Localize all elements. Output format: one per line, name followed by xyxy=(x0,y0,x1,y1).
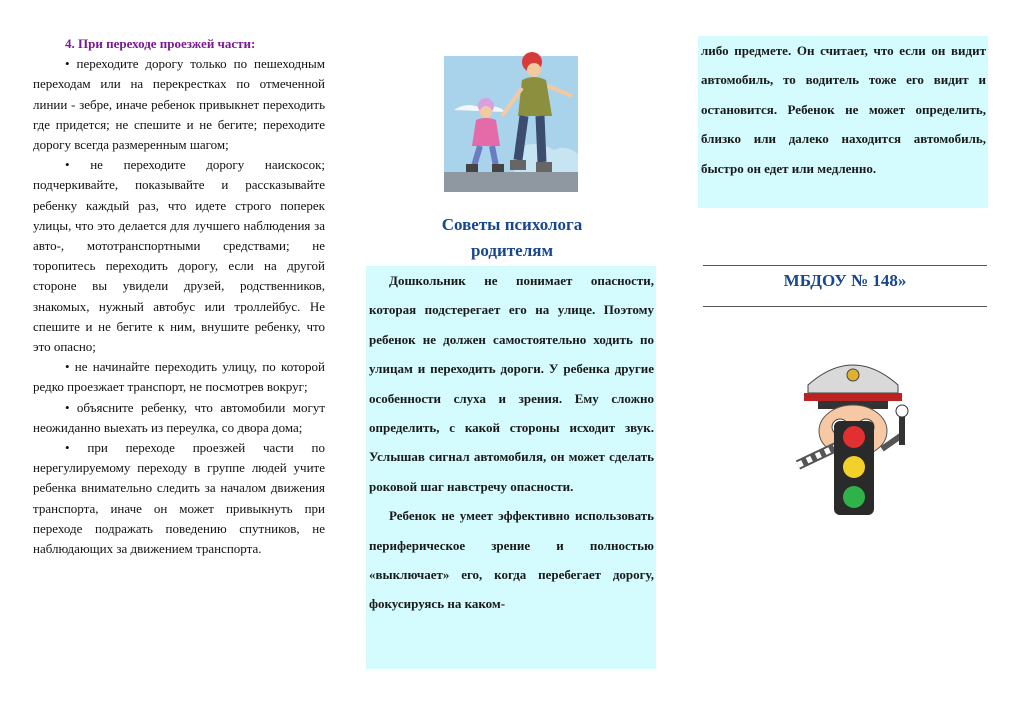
left-column xyxy=(33,34,325,559)
advice-title xyxy=(378,212,646,264)
advice-text xyxy=(369,266,654,619)
bullet-paragraph: • объясните ребенку, что автомобили могут неожиданно выехать из переулка, со двора дома; xyxy=(33,399,325,435)
divider-bottom xyxy=(703,306,987,307)
advice-paragraph: Дошкольник не понимает опасности, которая подстерегает его на улице. Поэтому ребенок не должен самостоятельно ходить по улицам и переходить дороги. У ребенка другие особенности слуха и зрения. Ему сложно определить, с какой стороны исходит звук. Услышав сигнал автомобиля, он может сделать роковой шаг навстречу опасности. xyxy=(369,273,654,494)
advice-title-line: родителям xyxy=(470,241,554,260)
organization-name: МБДОУ № 148» xyxy=(783,271,907,290)
continuation-paragraph: либо предмете. Он считает, что если он видит автомобиль, то водитель тоже его видит и остановится. Ребенок не может определить, близко или далеко находится автомобиль, быстро он едет или медленно. xyxy=(701,43,986,176)
advice-title-line: Советы психолога xyxy=(441,215,583,234)
bullet-paragraph: • переходите дорогу только по пешеходным переходам или на перекрестках по отмеченной линии - зебре, иначе ребенок привыкнет переходить где придется; не спешите и не бегите; переходите дорогу всегда размеренным шагом; xyxy=(33,56,325,153)
section-heading: 4. При переходе проезжей части: xyxy=(65,36,256,51)
traffic-light-officer-illustration xyxy=(778,345,928,515)
advice-paragraph: Ребенок не умеет эффективно использовать периферическое зрение и полностью «выключает» его, когда перебегает дорогу, фокусируясь на каком- xyxy=(369,508,654,612)
rollerblading-family-illustration xyxy=(444,40,590,198)
bullet-paragraph: • при переходе проезжей части по нерегулируемому переходу в группе людей учите ребенка внимательно следить за началом движения транспорта, иначе он может привыкнуть при переходе подражать поведению спутников, не наблюдающих за движением транспорта. xyxy=(33,440,325,557)
divider-top xyxy=(703,265,987,266)
bullet-paragraph: • не начинайте переходить улицу, по которой редко проезжает транспорт, не посмотрев вокруг; xyxy=(33,359,325,395)
bullet-paragraph: • не переходите дорогу наискосок; подчеркивайте, показывайте и рассказывайте ребенку каждый раз, что идете строго поперек улицы, что это делается для лучшего наблюдения за авто-, мототранспортными средствами; не торопитесь переходить дорогу, если на другой стороне вы увидели друзей, родственников, знакомых, нужный автобус или троллейбус. Не спешите и не бегите к ним, внушите ребенку, что это опасно; xyxy=(33,157,325,355)
continuation-text xyxy=(701,36,986,183)
